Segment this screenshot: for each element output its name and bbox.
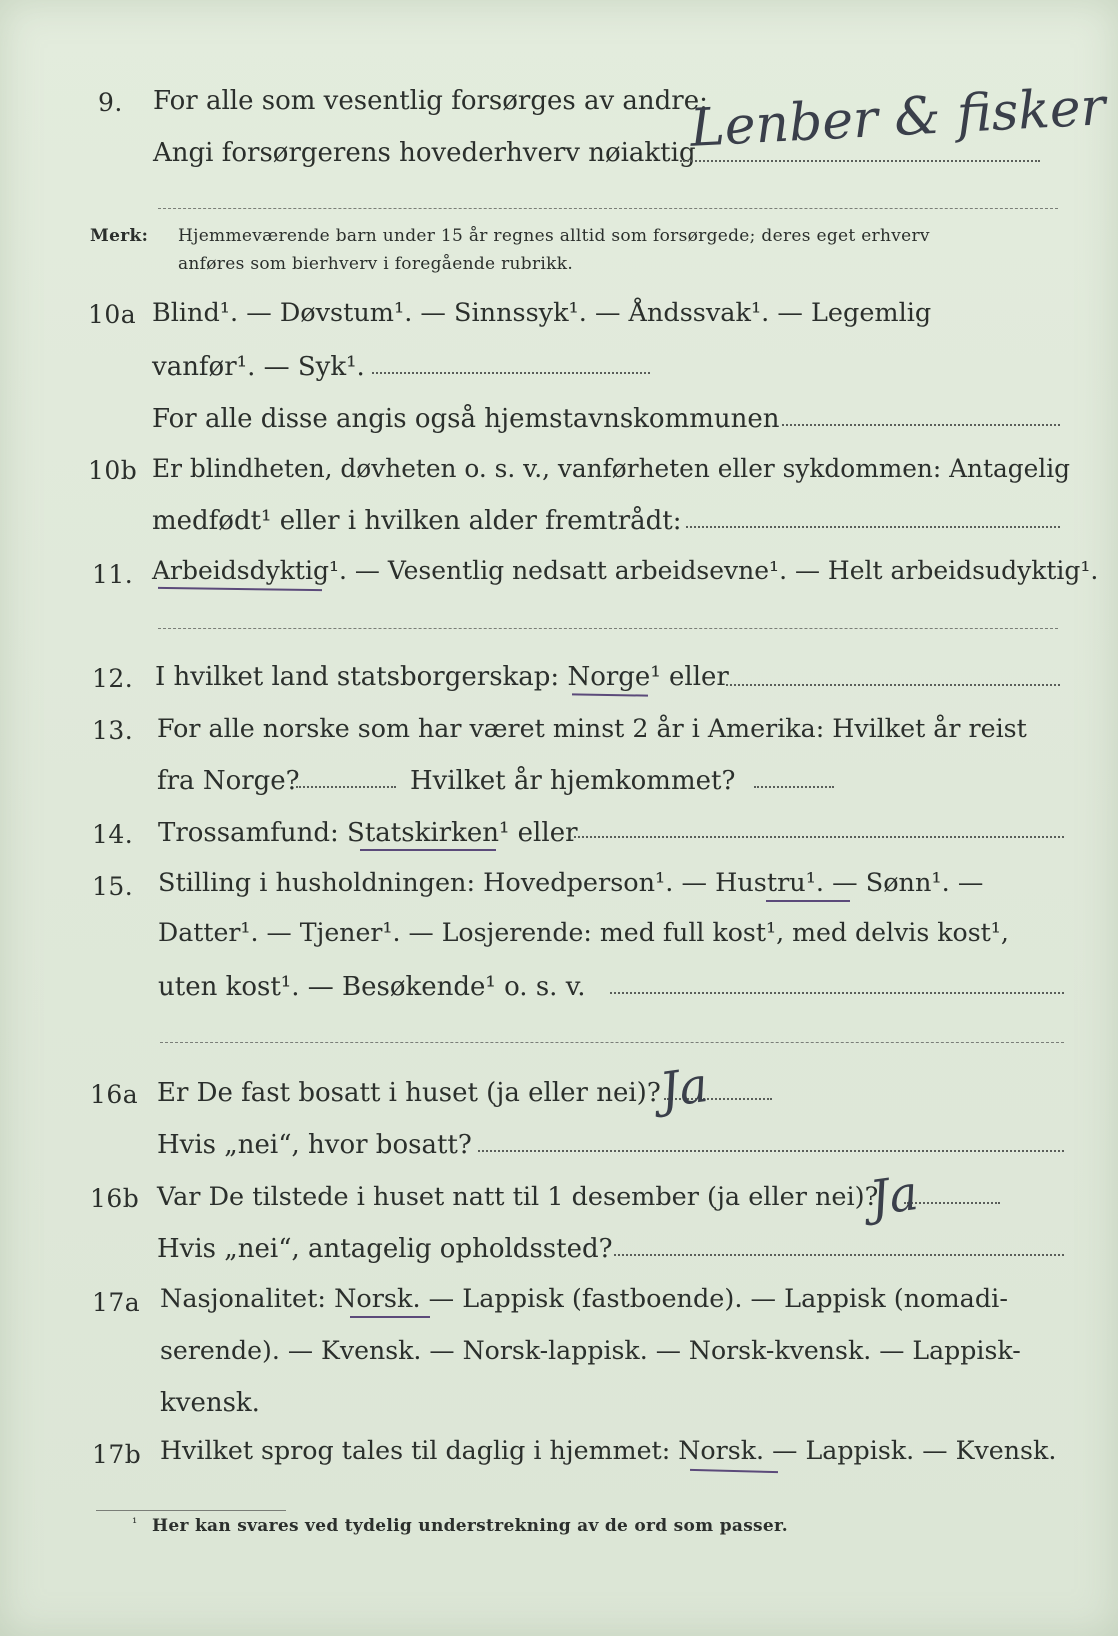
- q16a-line1: Er De fast bosatt i huset (ja eller nei)?: [157, 1078, 661, 1108]
- q16b-number: 16b: [90, 1184, 140, 1213]
- q16b-handwritten-answer: Ja: [866, 1164, 922, 1228]
- q10a-line1: Blind¹. — Døvstum¹. — Sinnssyk¹. — Åndssvak¹. — Legemlig: [152, 298, 932, 328]
- q10a-line2: vanfør¹. — Syk¹.: [152, 352, 365, 382]
- q11-line1: Arbeidsdyktig¹. — Vesentlig nedsatt arbeidsevne¹. — Helt arbeidsudyktig¹.: [152, 556, 1099, 585]
- q10b-answer-line: [686, 526, 1060, 528]
- q9-line2: Angi forsørgerens hovederhverv nøiaktig: [153, 138, 696, 168]
- q15-blank-line: [160, 1042, 1064, 1043]
- q9-blank-line: [158, 208, 1058, 209]
- q15-line3: uten kost¹. — Besøkende¹ o. s. v.: [158, 972, 586, 1002]
- q17a-line1: Nasjonalitet: Norsk. — Lappisk (fastboende). — Lappisk (nomadi-: [160, 1284, 1008, 1314]
- merk-line2: anføres som bierhverv i foregående rubrikk.: [178, 254, 574, 274]
- q14-line1: Trossamfund: Statskirken¹ eller: [158, 818, 578, 848]
- q16a-number: 16a: [90, 1080, 139, 1109]
- q12-number: 12.: [92, 664, 134, 693]
- q9-handwritten-answer: Lenber & fisker: [688, 77, 1107, 159]
- q16b-line2: Hvis „nei“, antagelig opholdssted?: [157, 1234, 613, 1264]
- footnote-mark: ¹: [132, 1516, 138, 1531]
- q13-line2b: Hvilket år hjemkommet?: [410, 766, 736, 796]
- q17a-underline-mark: [350, 1316, 430, 1318]
- q17b-number: 17b: [92, 1440, 142, 1469]
- q13-number: 13.: [92, 716, 134, 745]
- q10b-line1: Er blindheten, døvheten o. s. v., vanførheten eller sykdommen: Antagelig: [152, 454, 1071, 483]
- q17b-line1: Hvilket sprog tales til daglig i hjemmet: Norsk. — Lappisk. — Kvensk.: [160, 1436, 1057, 1465]
- q17b-underline-mark: [690, 1469, 778, 1473]
- q13-hjemkommet-line: [754, 786, 834, 788]
- q13-reist-line: [296, 786, 396, 788]
- q16a-line2: Hvis „nei“, hvor bosatt?: [157, 1130, 472, 1160]
- q15-line2: Datter¹. — Tjener¹. — Losjerende: med full kost¹, med delvis kost¹,: [158, 918, 1009, 947]
- q11-underline-mark: [158, 587, 322, 591]
- q10a-hjemstavn-line: [782, 424, 1060, 426]
- q13-line1: For alle norske som har været minst 2 år i Amerika: Hvilket år reist: [157, 714, 1027, 743]
- q10a-line3: For alle disse angis også hjemstavnskommunen: [152, 404, 780, 434]
- merk-line1: Hjemmeværende barn under 15 år regnes alltid som forsørgede; deres eget erhverv: [178, 226, 930, 246]
- q11-blank-line: [158, 628, 1058, 629]
- q12-underline-mark: [572, 693, 648, 696]
- q14-underline-mark: [360, 849, 496, 851]
- q17a-line2: serende). — Kvensk. — Norsk-lappisk. — Norsk-kvensk. — Lappisk-: [160, 1336, 1021, 1365]
- q16a-bosatt-line: [478, 1150, 1064, 1152]
- q9-answer-line: [680, 160, 1040, 162]
- footnote-text: Her kan svares ved tydelig understrekning av de ord som passer.: [152, 1516, 788, 1536]
- q12-answer-line: [726, 684, 1060, 686]
- q13-line2a: fra Norge?: [157, 766, 300, 796]
- q16a-handwritten-answer: Ja: [656, 1056, 712, 1120]
- q17a-line3: kvensk.: [160, 1388, 260, 1418]
- q14-number: 14.: [92, 820, 134, 849]
- q11-number: 11.: [92, 560, 134, 589]
- q10b-line2: medfødt¹ eller i hvilken alder fremtrådt:: [152, 506, 682, 536]
- merk-label: Merk:: [90, 226, 149, 246]
- q16b-opholdssted-line: [614, 1254, 1064, 1256]
- q9-number: 9.: [98, 88, 123, 117]
- q12-line1: I hvilket land statsborgerskap: Norge¹ eller: [155, 662, 729, 692]
- q10a-number: 10a: [88, 300, 137, 329]
- footnote-rule: [96, 1510, 286, 1511]
- q14-answer-line: [574, 836, 1064, 838]
- q15-line1: Stilling i husholdningen: Hovedperson¹. — Hustru¹. — Sønn¹. —: [158, 868, 984, 898]
- q10b-number: 10b: [88, 456, 138, 485]
- q10a-answer-line: [372, 372, 650, 374]
- q17a-number: 17a: [92, 1288, 141, 1317]
- q15-number: 15.: [92, 872, 134, 901]
- q15-underline-mark: [766, 900, 850, 902]
- q16b-line1: Var De tilstede i huset natt til 1 desember (ja eller nei)?: [157, 1182, 879, 1212]
- q15-answer-line: [610, 992, 1064, 994]
- q9-line1: For alle som vesentlig forsørges av andre:: [153, 86, 708, 116]
